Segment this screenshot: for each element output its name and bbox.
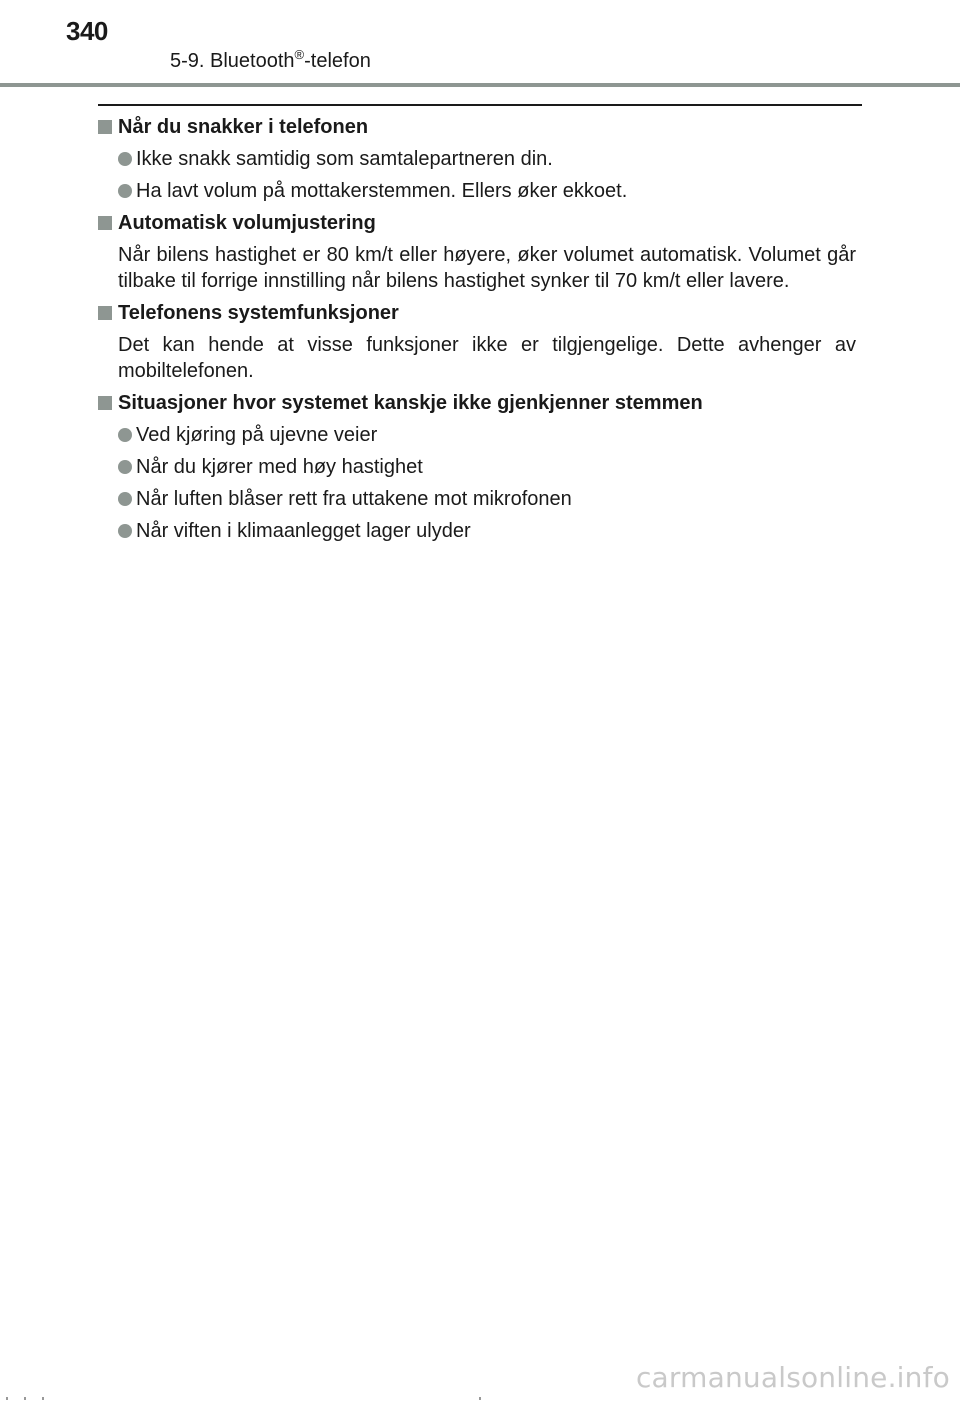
circle-bullet-icon bbox=[118, 184, 132, 198]
list-item-text: Ha lavt volum på mottakerstemmen. Ellers øker ekkoet. bbox=[136, 180, 628, 202]
content-rule bbox=[98, 104, 862, 106]
registered-mark: ® bbox=[294, 47, 305, 62]
square-bullet-icon bbox=[98, 216, 112, 230]
square-bullet-icon bbox=[98, 396, 112, 410]
crop-mark bbox=[6, 1397, 8, 1400]
list-item-text: Ved kjøring på ujevne veier bbox=[136, 424, 378, 446]
section-heading bbox=[98, 390, 856, 416]
section-heading bbox=[98, 210, 856, 236]
circle-bullet-icon bbox=[118, 492, 132, 506]
circle-bullet-icon bbox=[118, 428, 132, 442]
list-item bbox=[98, 178, 856, 204]
list-item-text: Ikke snakk samtidig som samtalepartneren din. bbox=[136, 148, 553, 170]
section-title-prefix: 5-9. Bluetooth bbox=[170, 50, 295, 72]
list-item-text: Når luften blåser rett fra uttakene mot mikrofonen bbox=[136, 488, 572, 510]
circle-bullet-icon bbox=[118, 460, 132, 474]
heading-text: Når du snakker i telefonen bbox=[118, 116, 369, 138]
list-item bbox=[98, 146, 856, 172]
header-rule bbox=[0, 83, 960, 87]
section-heading bbox=[98, 300, 856, 326]
section-heading bbox=[98, 114, 856, 140]
heading-text: Telefonens systemfunksjoner bbox=[118, 302, 399, 324]
section-paragraph: Det kan hende at visse funksjoner ikke er tilgjengelige. Dette avhenger av mobiltelefonen. bbox=[118, 334, 856, 382]
section-title bbox=[170, 47, 371, 73]
circle-bullet-icon bbox=[118, 524, 132, 538]
section-title-suffix: -telefon bbox=[304, 50, 371, 72]
list-item bbox=[98, 454, 856, 480]
list-item bbox=[98, 486, 856, 512]
content bbox=[98, 114, 856, 550]
section-paragraph: Når bilens hastighet er 80 km/t eller høyere, øker volumet automatisk. Volumet går tilbake til forrige innstilling når bilens hastighet synker til 70 km/t eller lavere. bbox=[118, 244, 856, 292]
list-item bbox=[98, 518, 856, 544]
circle-bullet-icon bbox=[118, 152, 132, 166]
list-item bbox=[98, 422, 856, 448]
watermark: carmanualsonline.info bbox=[635, 1361, 950, 1394]
page-number: 340 bbox=[66, 16, 108, 46]
crop-mark bbox=[42, 1397, 44, 1400]
list-item-text: Når du kjører med høy hastighet bbox=[136, 456, 423, 478]
crop-mark bbox=[24, 1397, 26, 1400]
square-bullet-icon bbox=[98, 306, 112, 320]
heading-text: Situasjoner hvor systemet kanskje ikke gjenkjenner stemmen bbox=[118, 392, 703, 414]
list-item-text: Når viften i klimaanlegget lager ulyder bbox=[136, 520, 471, 542]
crop-mark bbox=[479, 1397, 481, 1400]
square-bullet-icon bbox=[98, 120, 112, 134]
heading-text: Automatisk volumjustering bbox=[118, 212, 376, 234]
